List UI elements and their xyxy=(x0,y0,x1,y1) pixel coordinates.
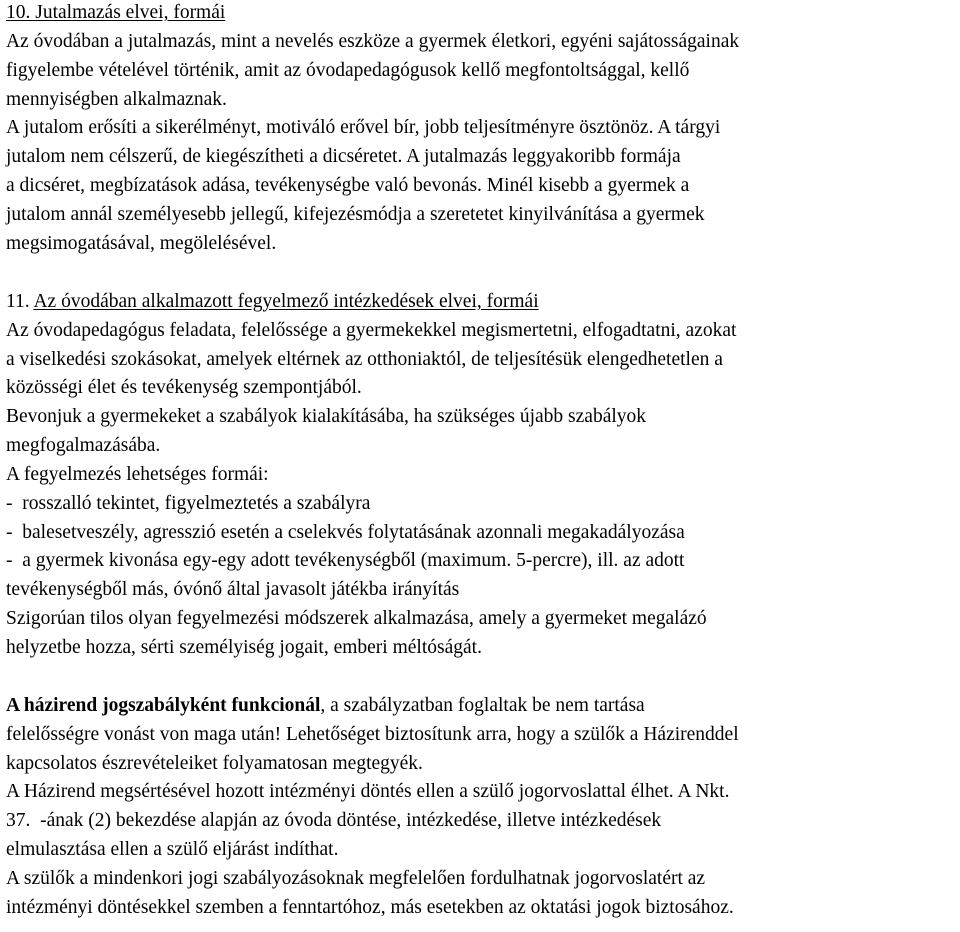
section-11-line-10: tevékenységből más, óvónő által javasolt játékba irányítás xyxy=(6,579,460,600)
house-rules-lead-rest: , a szabályzatban foglaltak be nem tartása xyxy=(320,695,645,716)
section-11-line-5: megfogalmazásába. xyxy=(6,435,161,456)
section-11-heading-line xyxy=(6,289,539,315)
section-10-line-7: jutalom annál személyesebb jellegű, kifejezésmódja a szeretetet kinyilvánítása a gyermek xyxy=(6,204,705,225)
section-10-line-1: Az óvodában a jutalmazás, mint a nevelés eszköze a gyermek életkori, egyéni sajátosságainak xyxy=(6,31,740,52)
house-rules-line-5: elmulasztása ellen a szülő eljárást indíthat. xyxy=(6,839,339,860)
section-10-line-4: A jutalom erősíti a sikerélményt, motiváló erővel bír, jobb teljesítményre ösztönöz. A tárgyi xyxy=(6,117,721,138)
section-10-line-2: figyelembe vételével történik, amit az óvodapedagógusok kellő megfontoltsággal, kellő xyxy=(6,60,690,81)
section-11-line-4: Bevonjuk a gyermekeket a szabályok kialakításába, ha szükséges újabb szabályok xyxy=(6,406,647,427)
section-11-line-12: helyzetbe hozza, sérti személyiség jogait, emberi méltóságát. xyxy=(6,637,482,658)
house-rules-line-2: kapcsolatos észrevételeiket folyamatosan megtegyék. xyxy=(6,753,423,774)
house-rules-line-3: A Házirend megsértésével hozott intézményi döntés ellen a szülő jogorvoslattal élhet. A Nkt. xyxy=(6,781,730,802)
house-rules-lead-line xyxy=(6,693,645,719)
section-11-line-1: Az óvodapedagógus feladata, felelőssége a gyermekekkel megismertetni, elfogadtatni, azokat xyxy=(6,320,737,341)
list-item-2: - balesetveszély, agresszió esetén a cselekvés folytatásának azonnali megakadályozása xyxy=(6,522,685,543)
section-11-line-3: közösségi élet és tevékenység szempontjából. xyxy=(6,377,362,398)
section-10-line-8: megsimogatásával, megölelésével. xyxy=(6,233,277,254)
house-rules-line-4: 37. -ának (2) bekezdése alapján az óvoda döntése, intézkedése, illetve intézkedések xyxy=(6,810,662,831)
section-11-line-11: Szigorúan tilos olyan fegyelmezési módszerek alkalmazása, amely a gyermeket megalázó xyxy=(6,608,707,629)
section-10-line-5: jutalom nem célszerű, de kiegészítheti a dicséretet. A jutalmazás leggyakoribb formája xyxy=(6,146,681,167)
section-10-heading: 10. Jutalmazás elvei, formái xyxy=(6,2,226,23)
section-10-line-3: mennyiségben alkalmaznak. xyxy=(6,89,227,110)
section-11-line-2: a viselkedési szokásokat, amelyek eltérnek az otthoniaktól, de teljesítésük elengedhetetlen a xyxy=(6,349,723,370)
list-item-1: - rosszalló tekintet, figyelmeztetés a szabályra xyxy=(6,493,371,514)
section-11-heading: Az óvodában alkalmazott fegyelmező intézkedések elvei, formái xyxy=(33,291,539,312)
list-item-3: - a gyermek kivonása egy-egy adott tevékenységből (maximum. 5-percre), ill. az adott xyxy=(6,550,685,571)
house-rules-bold-lead: A házirend jogszabályként funkcionál xyxy=(6,695,321,716)
house-rules-line-1: felelősségre vonást von maga után! Lehetőséget biztosítunk arra, hogy a szülők a Házirenddel xyxy=(6,724,739,745)
section-10-line-6: a dicséret, megbízatások adása, tevékenységbe való bevonás. Minél kisebb a gyermek a xyxy=(6,175,690,196)
house-rules-line-7: intézményi döntésekkel szemben a fenntartóhoz, más esetekben az oktatási jogok biztosához. xyxy=(6,897,734,918)
section-11-number: 11. xyxy=(6,291,34,312)
house-rules-line-6: A szülők a mindenkori jogi szabályozásoknak megfelelően fordulhatnak jogorvoslatért az xyxy=(6,868,706,889)
section-11-line-6: A fegyelmezés lehetséges formái: xyxy=(6,464,269,485)
